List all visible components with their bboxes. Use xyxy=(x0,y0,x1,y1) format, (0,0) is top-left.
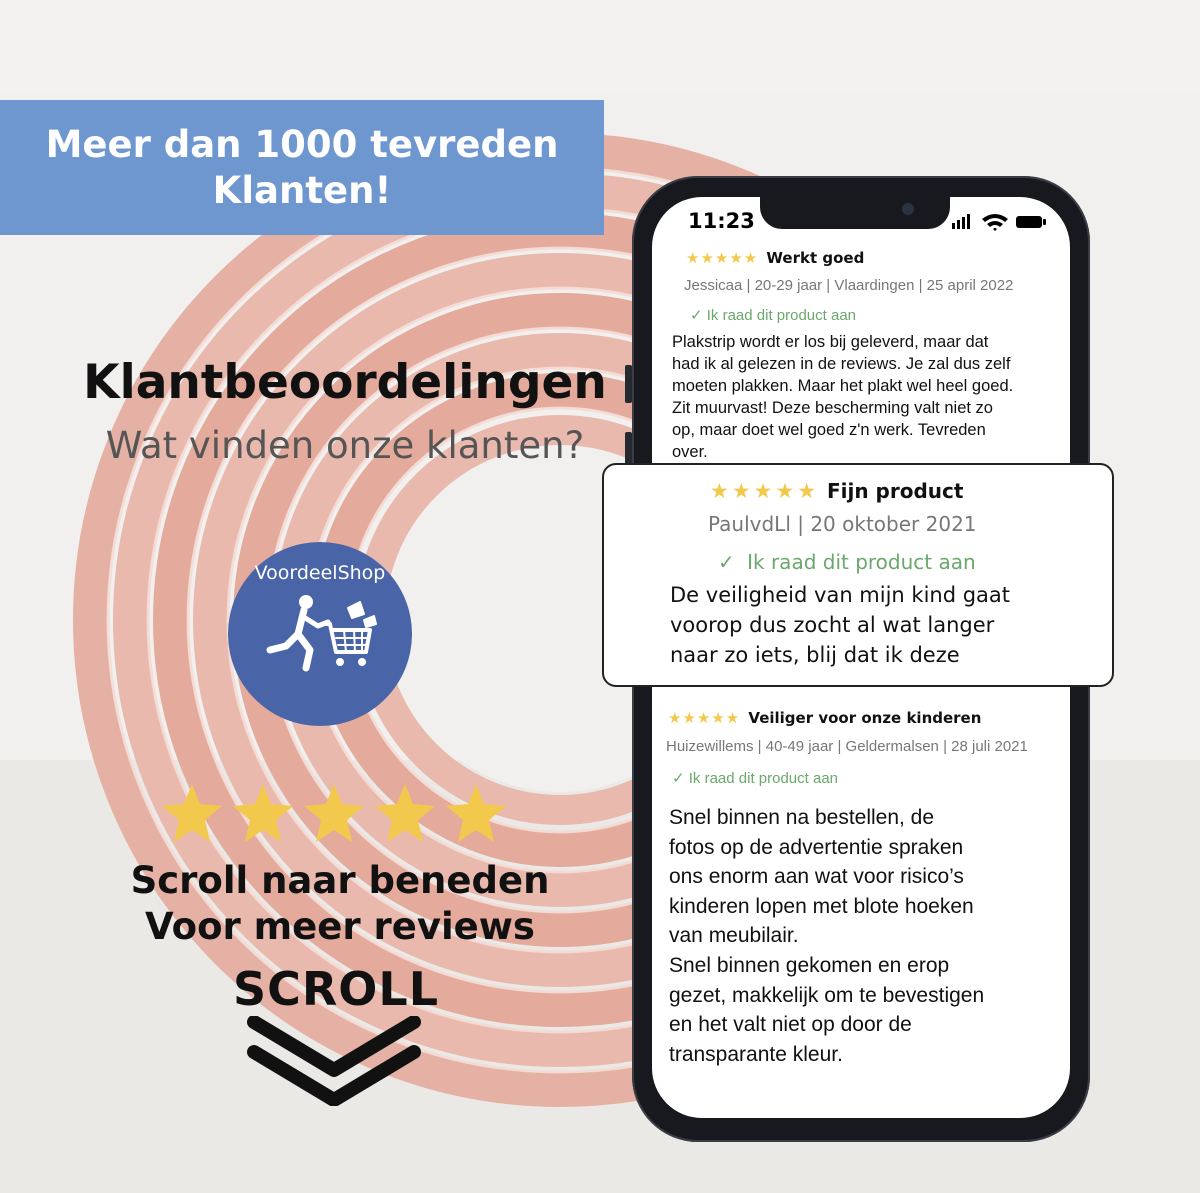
camera-icon xyxy=(902,203,914,215)
scroll-instruction-line2: Voor meer reviews xyxy=(145,905,535,948)
review-stars: ★★★★★ xyxy=(710,480,820,503)
review-meta: Jessicaa | 20-29 jaar | Vlaardingen | 25 april 2022 xyxy=(684,277,1014,294)
review-recommendation xyxy=(690,306,856,324)
scroll-instruction-line1: Scroll naar beneden xyxy=(130,859,550,902)
review-body: Snel binnen na bestellen, de fotos op de advertentie spraken ons enorm aan wat voor risico’s kinderen lopen met blote hoeken van meubilair. Snel binnen gekomen en erop gezet, makkelijk om te bevestigen en het valt niet op door de transparante kleur. xyxy=(669,806,985,1066)
star-icon xyxy=(233,784,293,842)
page-title: Klantbeoordelingen xyxy=(83,355,607,410)
star-icon xyxy=(375,784,435,842)
review-stars: ★★★★★ xyxy=(686,250,759,267)
promo-banner-line1: Meer dan 1000 tevreden xyxy=(45,122,559,166)
review-recommendation-text: Ik raad dit product aan xyxy=(747,550,976,574)
checkmark-icon: ✓ xyxy=(718,550,735,574)
checkmark-icon: ✓ xyxy=(672,770,685,787)
review-stars: ★★★★★ xyxy=(668,710,741,727)
review-recommendation-text: Ik raad dit product aan xyxy=(688,770,839,787)
highlighted-review-card xyxy=(602,463,1114,687)
five-star-rating xyxy=(160,782,520,846)
wifi-icon xyxy=(982,214,1008,231)
review-recommendation-text: Ik raad dit product aan xyxy=(706,307,857,324)
review-title: Fijn product xyxy=(826,479,964,503)
review-body: Plakstrip wordt er los bij geleverd, maar dat had ik al gelezen in de reviews. Je zal dus zelf moeten plakken. Maar het plakt wel heel goed. Zit muurvast! Deze bescherming valt niet zo op, maar doet wel goed z'n werk. Tevreden over. xyxy=(672,333,1014,461)
checkmark-icon: ✓ xyxy=(690,307,703,324)
review-body: De veiligheid van mijn kind gaat voorop dus zocht al wat langer naar zo iets, blij dat ik deze xyxy=(670,583,1011,667)
brand-logo xyxy=(228,542,412,726)
phone-side-button xyxy=(625,365,632,403)
star-icon xyxy=(162,784,222,842)
review-title: Werkt goed xyxy=(766,249,865,267)
scroll-label: SCROLL xyxy=(232,962,440,1016)
star-icon xyxy=(446,784,506,842)
battery-icon xyxy=(1016,216,1042,228)
phone-notch xyxy=(760,197,950,229)
review-meta: PaulvdLl | 20 oktober 2021 xyxy=(708,512,977,536)
promo-banner-line2: Klanten! xyxy=(212,168,392,212)
review-meta: Huizewillems | 40-49 jaar | Geldermalsen | 28 juli 2021 xyxy=(666,738,1028,755)
page-subtitle: Wat vinden onze klanten? xyxy=(105,424,585,467)
signal-icon xyxy=(952,223,955,229)
double-chevron-down-icon xyxy=(244,1016,424,1106)
promo-banner xyxy=(0,100,604,235)
star-icon xyxy=(304,784,364,842)
brand-logo-name: VoordeelShop xyxy=(254,562,386,584)
scroll-instruction xyxy=(0,858,680,950)
review-card xyxy=(686,249,1066,271)
shopping-cart-runner-icon xyxy=(256,594,386,674)
review-recommendation xyxy=(718,550,976,574)
review-recommendation xyxy=(672,769,838,787)
status-time: 11:23 xyxy=(688,209,755,233)
status-icons xyxy=(952,211,1047,233)
review-card xyxy=(668,709,981,727)
review-title: Veiliger voor onze kinderen xyxy=(748,709,982,727)
